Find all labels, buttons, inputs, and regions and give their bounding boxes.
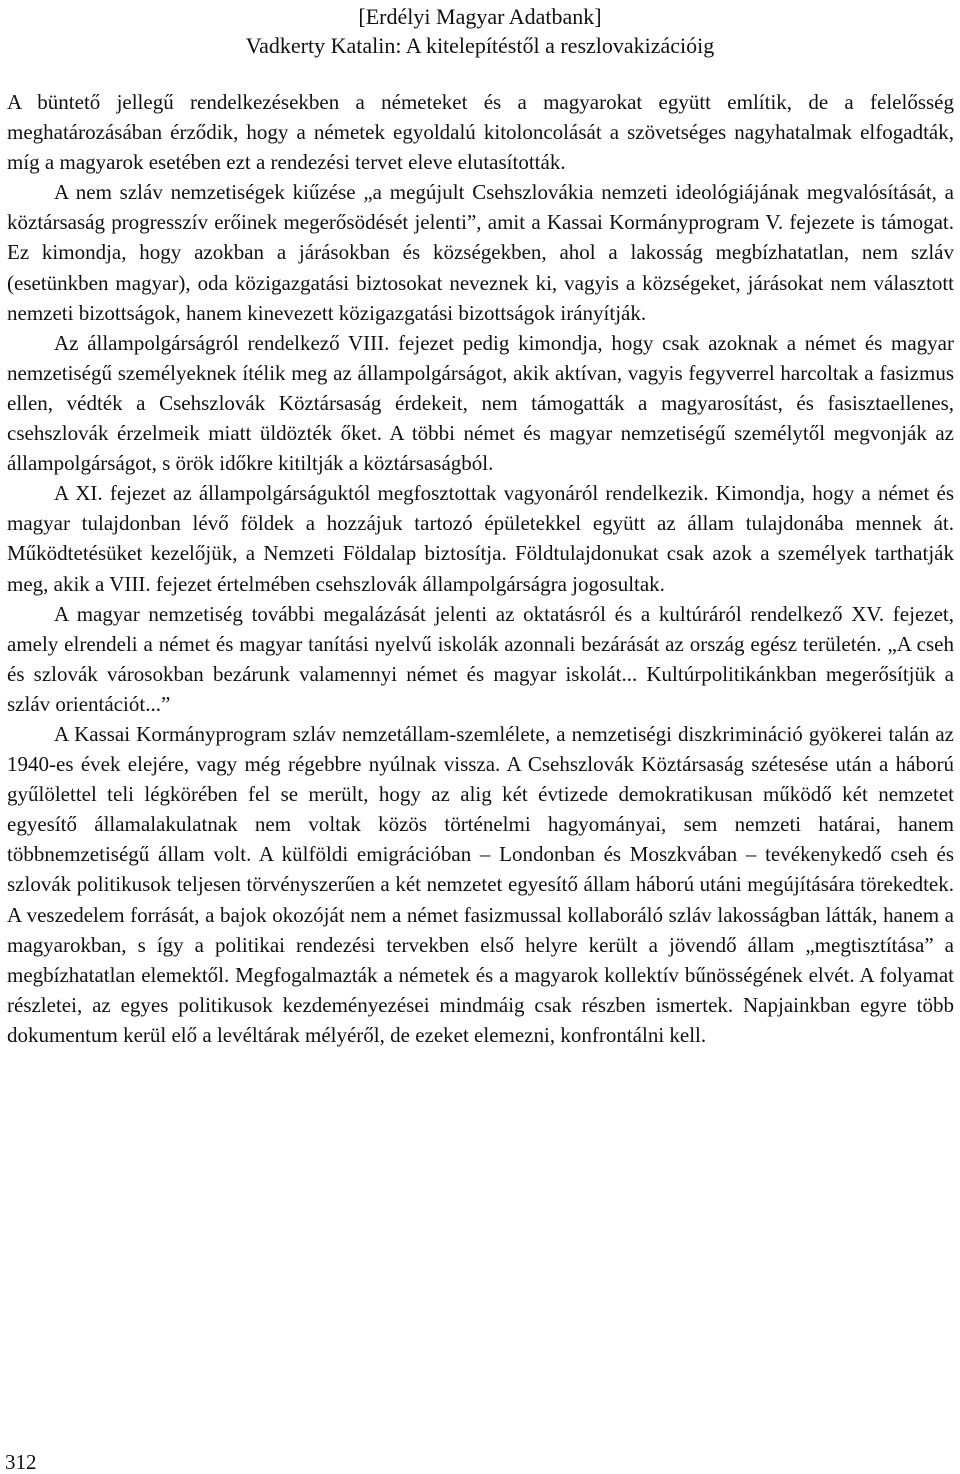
source-label: [Erdélyi Magyar Adatbank] xyxy=(358,4,602,29)
page-header xyxy=(0,0,960,60)
paragraph-5: A magyar nemzetiség további megalázását jelenti az oktatásról és a kultúráról rendelkező XV. fejezet, amely elrendeli a német és magyar tanítási nyelvű iskolák azonnali bezárását az ország egész területén. „A cseh és szlovák városokban bezárunk valamennyi német és magyar iskolát... Kultúrpolitikánkban megerősítjük a szláv orientációt...” xyxy=(7,601,954,716)
paragraph-2: A nem szláv nemzetiségek kiűzése „a megújult Csehszlovákia nemzeti ideológiájának megvalósítását, a köztársaság progresszív erőinek megerősödését jelenti”, amit a Kassai Kormányprogram V. fejezete is támogat. Ez kimondja, hogy azokban a járásokban és községekben, ahol a lakosság megbízhatatlan, nem szláv (esetünkben magyar), oda közigazgatási biztosokat neveznek ki, vagyis a községeket, járásokat nem választott nemzeti bizottságok, hanem kinevezett közigazgatási bizottságok irányítják. xyxy=(7,180,954,325)
paragraph-3: Az állampolgárságról rendelkező VIII. fejezet pedig kimondja, hogy csak azoknak a német és magyar nemzetiségű személyeknek ítélik meg az állampolgárságot, akik aktívan, vagyis fegyverrel harcoltak a fasizmus ellen, védték a Csehszlovák Köztársaság érdekeit, nem támogatták a magyarosítást, és fasisztaellenes, csehszlovák érzelmeik miatt üldözték őket. A többi német és magyar nemzetiségű személytől megvonják az állampolgárságot, s örök időkre kitiltják a köztársaságból. xyxy=(7,330,954,476)
document-title: Vadkerty Katalin: A kitelepítéstől a reszlovakizációig xyxy=(245,33,715,58)
paragraph-1: A büntető jellegű rendelkezésekben a németeket és a magyarokat együtt említik, de a felelősség meghatározásában érződik, hogy a németek egyoldalú kitoloncolását a szövetséges nagyhatalmak elfogadták, míg a magyarok esetében ezt a rendezési tervet eleve elutasították. xyxy=(7,90,954,175)
paragraph-4: A XI. fejezet az állampolgárságuktól megfosztottak vagyonáról rendelkezik. Kimondja, hogy a német és magyar tulajdonban lévő földek a hozzájuk tartozó épületekkel együtt az állam tulajdonába mennek át. Működtetésüket kezelőjük, a Nemzeti Földalap biztosítja. Földtulajdonukat csak azok a személyek tarthatják meg, akik a VIII. fejezet értelmében csehszlovák állampolgárságra jogosultak. xyxy=(7,481,954,596)
body-text xyxy=(7,87,954,1050)
page-number: 312 xyxy=(5,1450,37,1474)
paragraph-6: A Kassai Kormányprogram szláv nemzetállam-szemlélete, a nemzetiségi diszkrimináció gyökerei talán az 1940-es évek elejére, vagy még régebbre nyúlnak vissza. A Csehszlovák Köztársaság szétesése után a háború gyűlölettel teli légkörében fel se merült, hogy az alig két évtizede demokratikusan működő két nemzetet egyesítő államalakulatnak nem voltak közös történelmi hagyományai, sem nemzeti határai, hanem többnemzetiségű állam volt. A külföldi emigrációban – Londonban és Moszkvában – tevékenykedő cseh és szlovák politikusok teljesen törvényszerűen a két nemzetet egyesítő állam háború utáni megújítására törekedtek. A veszedelem forrását, a bajok okozóját nem a német fasizmussal kollaboráló szláv lakosságban látták, hanem a magyarokban, s így a politikai rendezési tervekben első helyre került a jövendő állam „megtisztítása” a megbízhatatlan elemektől. Megfogalmazták a németek és a magyarok kollektív bűnösségének elvét. A folyamat részletei, az egyes politikusok kezdeményezései mindmáig csak részben ismertek. Napjainkban egyre több dokumentum kerül elő a levéltárak mélyéről, de ezeket elemezni, konfrontálni kell. xyxy=(7,721,954,1047)
